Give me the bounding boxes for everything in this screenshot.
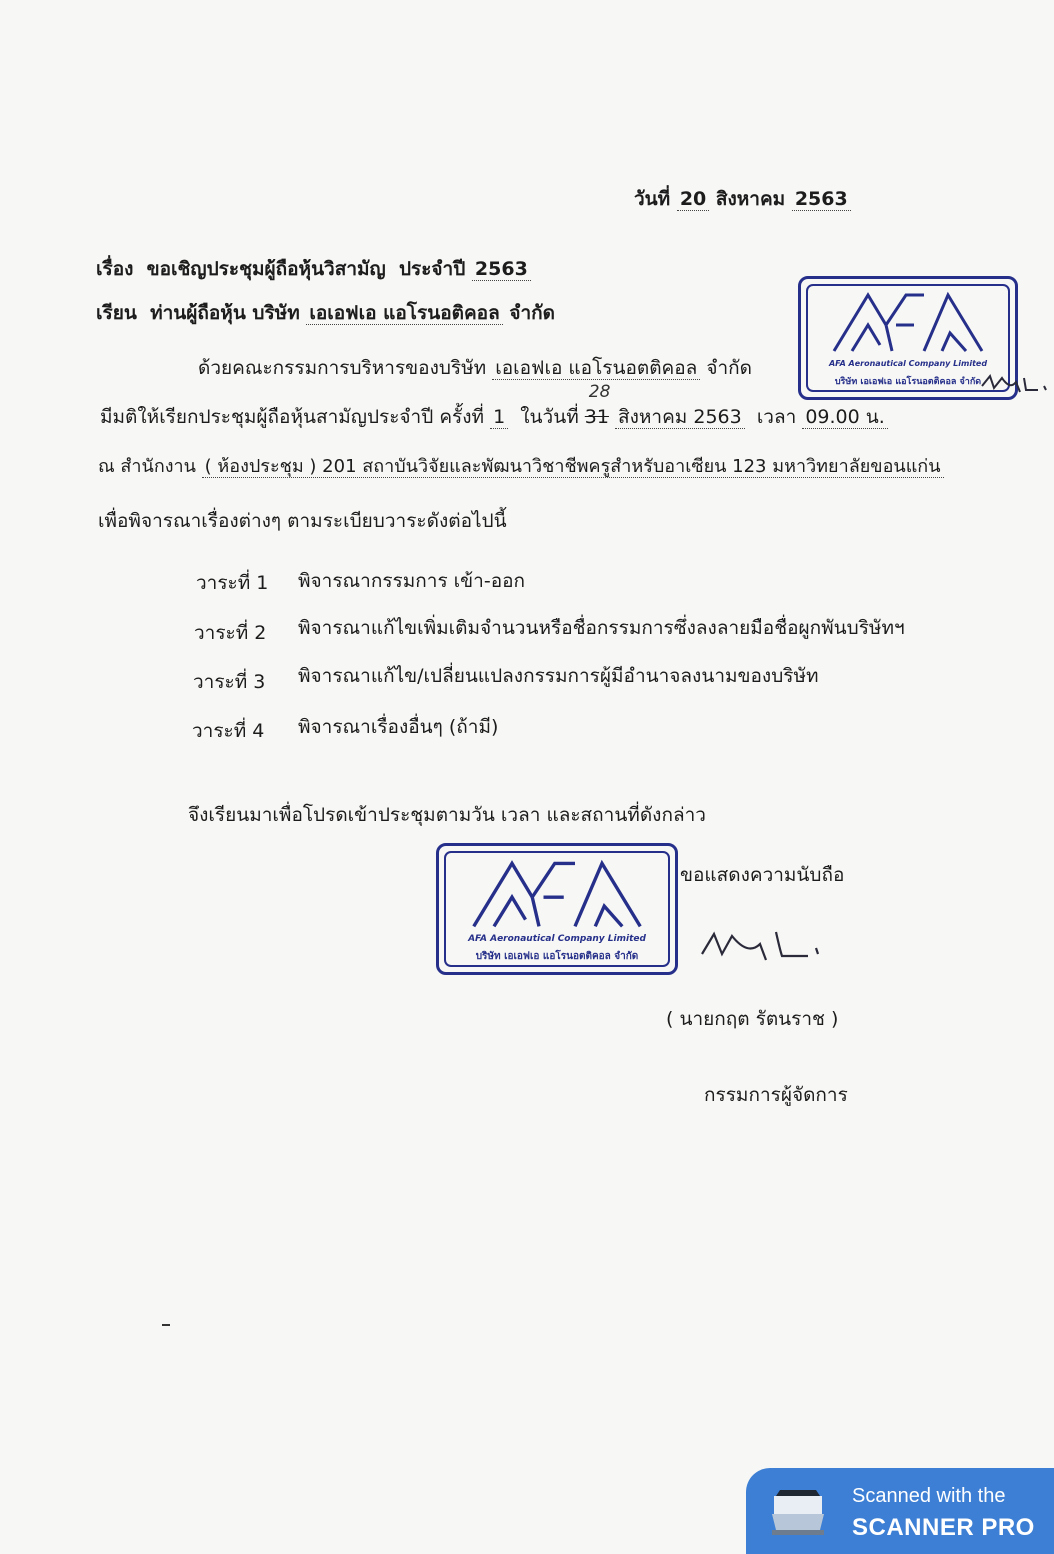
body-line2-prefix: มีมติให้เรียกประชุมผู้ถือหุ้นสามัญประจำปี ครั้งที่ bbox=[100, 406, 485, 428]
regards-text: ขอแสดงความนับถือ bbox=[680, 864, 845, 886]
closing-text: จึงเรียนมาเพื่อโปรดเข้าประชุมตามวัน เวลา และสถานที่ดังกล่าว bbox=[188, 804, 706, 826]
date-line bbox=[634, 184, 851, 214]
recipient-label: เรียน bbox=[96, 302, 137, 324]
agenda-item bbox=[192, 716, 264, 746]
subject-year: 2563 bbox=[472, 258, 531, 281]
scanner-icon bbox=[768, 1486, 828, 1538]
stamp-thai-text: บริษัท เอเอฟเอ แอโรนอตติคอล จำกัด bbox=[475, 951, 639, 962]
date-label: วันที่ bbox=[634, 188, 671, 210]
subject-year-label: ประจำปี bbox=[398, 258, 466, 280]
agenda-text: พิจารณากรรมการ เข้า-ออก bbox=[298, 570, 526, 592]
meeting-time: 09.00 น. bbox=[802, 406, 887, 429]
agenda-item-text bbox=[298, 661, 819, 691]
agenda-item-text bbox=[298, 566, 525, 596]
stamp-english-text: AFA Aeronautical Company Limited bbox=[468, 934, 646, 944]
agenda-intro: เพื่อพิจารณาเรื่องต่างๆ ตามระเบียบวาระดังต่อไปนี้ bbox=[98, 510, 507, 532]
agenda-label: วาระที่ 2 bbox=[194, 622, 267, 644]
body-line-2 bbox=[100, 382, 888, 432]
scanner-pro-badge bbox=[746, 1468, 1054, 1554]
body-line1-prefix: ด้วยคณะกรรมการบริหารของบริษัท bbox=[198, 357, 487, 379]
badge-line2: SCANNER PRO bbox=[852, 1514, 1035, 1541]
agenda-text: พิจารณาแก้ไข/เปลี่ยนแปลงกรรมการผู้มีอำนาจลงนามของบริษัท bbox=[298, 665, 819, 687]
subject-text: ขอเชิญประชุมผู้ถือหุ้นวิสามัญ bbox=[146, 258, 386, 280]
agenda-item bbox=[196, 568, 268, 598]
meeting-month-year: สิงหาคม 2563 bbox=[615, 406, 745, 429]
signature-small-icon bbox=[980, 368, 1050, 398]
badge-line1: Scanned with the bbox=[852, 1485, 1006, 1507]
agenda-text: พิจารณาเรื่องอื่นๆ (ถ้ามี) bbox=[298, 716, 499, 738]
agenda-label: วาระที่ 1 bbox=[196, 572, 269, 594]
agenda-item-text bbox=[298, 613, 905, 643]
body-company-suffix: จำกัด bbox=[706, 357, 753, 379]
subject-label: เรื่อง bbox=[96, 258, 134, 280]
recipient-text: ท่านผู้ถือหุ้น บริษัท bbox=[150, 302, 300, 324]
body-line-4 bbox=[98, 506, 507, 536]
recipient-line bbox=[96, 298, 555, 328]
body-line-1 bbox=[198, 353, 752, 383]
date-year: 2563 bbox=[792, 188, 851, 211]
stamp-english-text: AFA Aeronautical Company Limited bbox=[828, 359, 988, 368]
date-month: สิงหาคม bbox=[715, 188, 786, 210]
signature-icon bbox=[696, 920, 826, 970]
agenda-label: วาระที่ 4 bbox=[192, 720, 265, 742]
recipient-company: เอเอฟเอ แอโรนอติคอล bbox=[306, 302, 502, 325]
date-day: 20 bbox=[677, 188, 709, 211]
afa-logo-icon bbox=[828, 289, 988, 359]
body-company: เอเอฟเอ แอโรนอตติคอล bbox=[492, 357, 700, 380]
meeting-time-label: เวลา bbox=[756, 406, 797, 428]
agenda-item bbox=[194, 618, 266, 648]
stray-mark bbox=[162, 1324, 170, 1326]
recipient-suffix: จำกัด bbox=[509, 302, 555, 324]
meeting-day-struck: 31 bbox=[584, 406, 609, 428]
agenda-item-text bbox=[298, 712, 498, 742]
venue-text: ( ห้องประชุม ) 201 สถาบันวิจัยและพัฒนาวิชาชีพครูสำหรับอาเซียน 123 มหาวิทยาลัยขอนแก่น bbox=[202, 456, 944, 478]
meeting-date-label: ในวันที่ bbox=[520, 406, 579, 428]
company-stamp bbox=[436, 843, 678, 975]
signer-title: กรรมการผู้จัดการ bbox=[704, 1084, 848, 1106]
meeting-day bbox=[584, 382, 611, 428]
body-line-3 bbox=[98, 451, 944, 480]
subject-line bbox=[96, 254, 531, 284]
meeting-day-correction: 28 bbox=[588, 382, 611, 402]
signer-name: ( นายกฤต รัตนราช ) bbox=[666, 1008, 839, 1030]
agenda-label: วาระที่ 3 bbox=[193, 671, 266, 693]
afa-logo-icon bbox=[467, 856, 647, 936]
meeting-number: 1 bbox=[490, 406, 508, 429]
venue-label: ณ สำนักงาน bbox=[98, 456, 196, 477]
agenda-text: พิจารณาแก้ไขเพิ่มเติมจำนวนหรือชื่อกรรมการซึ่งลงลายมือชื่อผูกพันบริษัทฯ bbox=[298, 617, 905, 639]
agenda-item bbox=[193, 667, 265, 697]
stamp-thai-text: บริษัท เอเอฟเอ แอโรนอตติคอล จำกัด bbox=[834, 377, 982, 387]
